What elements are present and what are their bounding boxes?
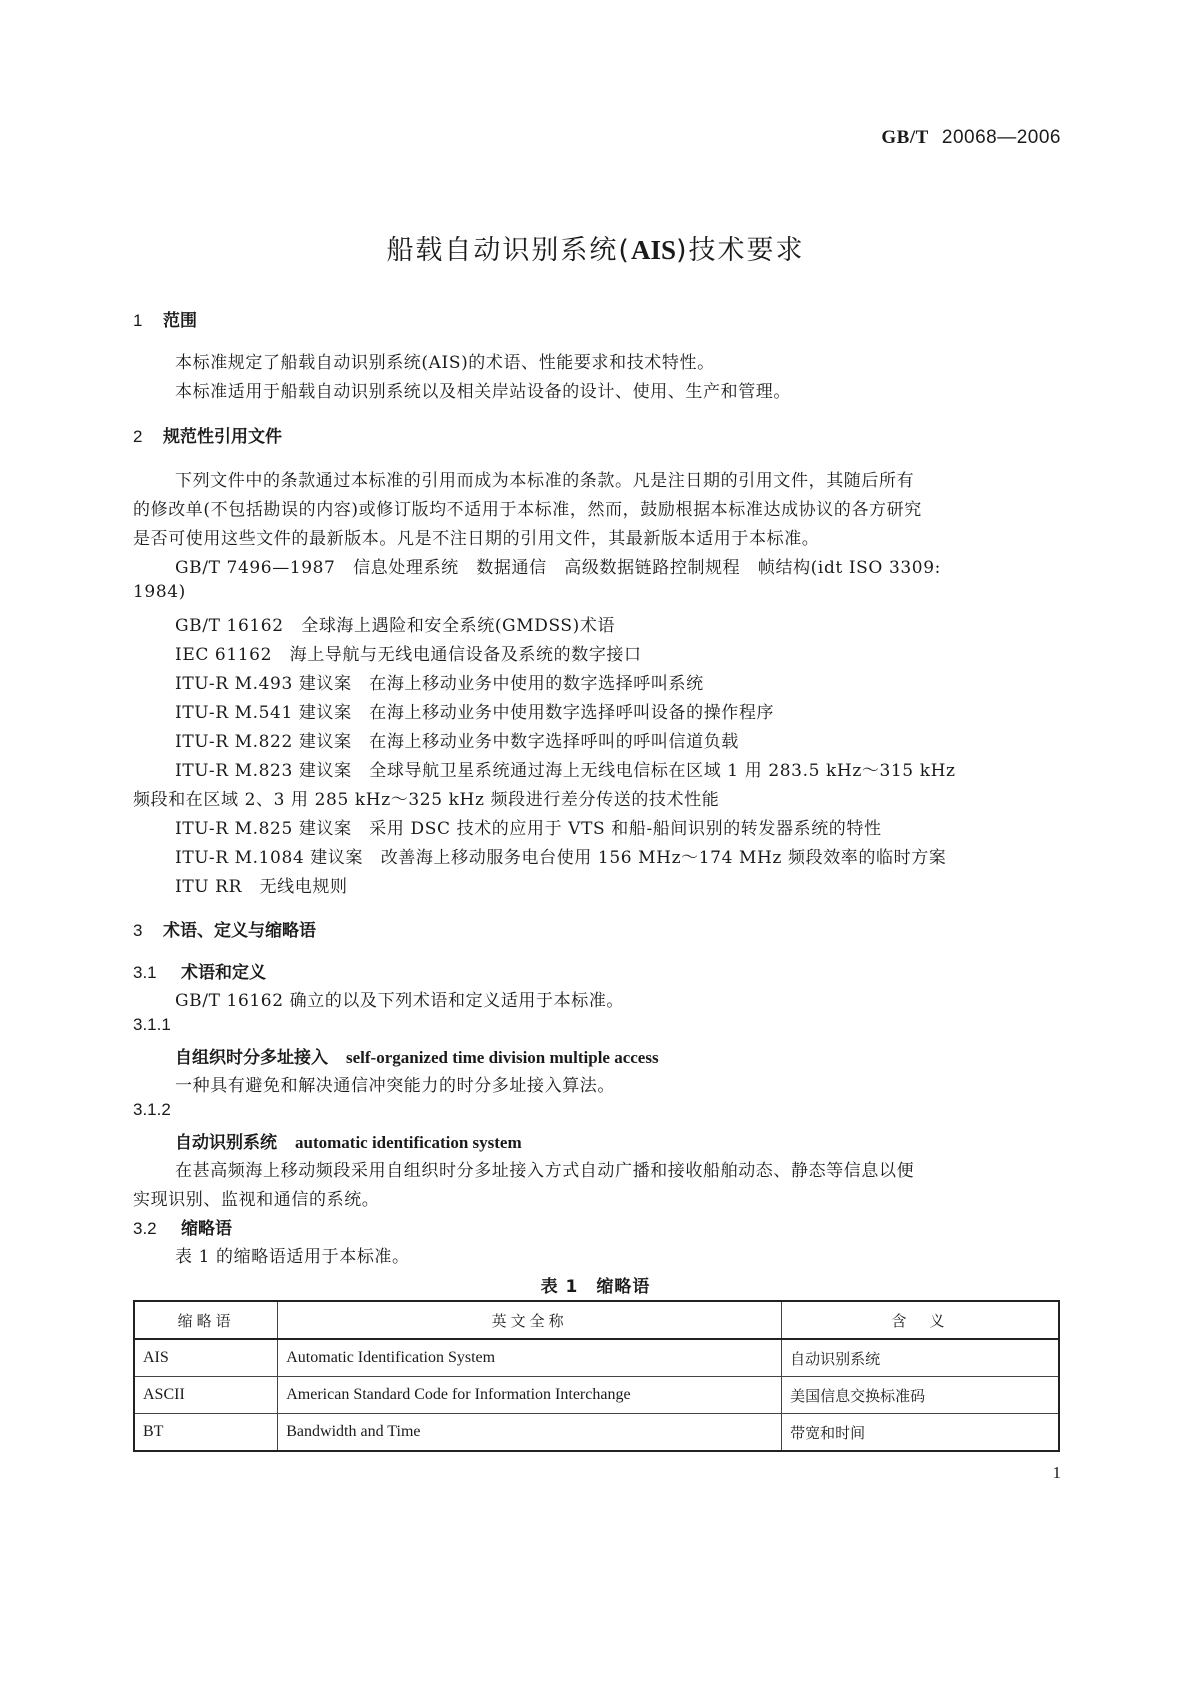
reference-item: ITU-R M.1084 建议案 改善海上移动服务电台使用 156 MHz～174 MHz 频段效率的临时方案: [175, 848, 947, 868]
title-bold-part: AIS: [630, 235, 677, 265]
column-header-meaning: 含 义: [782, 1301, 1059, 1339]
standard-number: 20068—2006: [941, 127, 1061, 148]
term-en: automatic identification system: [295, 1133, 522, 1152]
cell-english: American Standard Code for Information Interchange: [278, 1377, 782, 1414]
paragraph: 本标准适用于船载自动识别系统以及相关岸站设备的设计、使用、生产和管理。: [175, 382, 791, 402]
paragraph: GB/T 16162 确立的以及下列术语和定义适用于本标准。: [175, 991, 625, 1011]
subsection-heading-3-1: [133, 958, 266, 983]
standard-prefix: GB/T: [881, 127, 929, 148]
reference-item: ITU-R M.822 建议案 在海上移动业务中数字选择呼叫的呼叫信道负载: [175, 732, 739, 752]
cell-english: Automatic Identification System: [278, 1339, 782, 1377]
page-number: 1: [1052, 1463, 1061, 1482]
section-heading-2: [133, 422, 282, 447]
title-part: )技术要求: [676, 235, 805, 266]
reference-item: GB/T 7496—1987 信息处理系统 数据通信 高级数据链路控制规程 帧结构(idt ISO 3309:: [175, 558, 941, 578]
reference-item: IEC 61162 海上导航与无线电通信设备及系统的数字接口: [175, 645, 642, 665]
table-row: [134, 1377, 1059, 1414]
term-number: 3.1.1: [133, 1015, 171, 1034]
section-heading-3: [133, 916, 316, 941]
table-row: [134, 1339, 1059, 1377]
cell-meaning: 自动识别系统: [782, 1339, 1059, 1377]
term-definition: 在甚高频海上移动频段采用自组织时分多址接入方式自动广播和接收船舶动态、静态等信息以便: [175, 1161, 915, 1181]
cell-abbr: BT: [134, 1414, 278, 1452]
reference-item: ITU-R M.825 建议案 采用 DSC 技术的应用于 VTS 和船-船间识别的转发器系统的特性: [175, 819, 882, 839]
subsection-number: 3.2: [133, 1219, 157, 1238]
term-en: self-organized time division multiple access: [346, 1048, 659, 1067]
column-header-english: 英文全称: [278, 1301, 782, 1339]
table-row: [134, 1414, 1059, 1452]
cell-abbr: AIS: [134, 1339, 278, 1377]
paragraph-line: 是否可使用这些文件的最新版本。凡是不注日期的引用文件，其最新版本适用于本标准。: [133, 529, 820, 549]
term-entry: [175, 1043, 659, 1068]
term-zh: 自动识别系统: [175, 1133, 277, 1153]
section-title: 术语、定义与缩略语: [163, 921, 316, 941]
table-caption: 表 1 缩略语: [540, 1277, 651, 1297]
document-title: [0, 228, 1191, 267]
paragraph: 本标准规定了船载自动识别系统(AIS)的术语、性能要求和技术特性。: [175, 353, 715, 373]
subsection-heading-3-2: [133, 1214, 232, 1239]
reference-item: ITU-R M.541 建议案 在海上移动业务中使用数字选择呼叫设备的操作程序: [175, 703, 775, 723]
reference-item: ITU-R M.823 建议案 全球导航卫星系统通过海上无线电信标在区域 1 用 283.5 kHz～315 kHz: [175, 761, 956, 781]
paragraph: 表 1 的缩略语适用于本标准。: [175, 1247, 410, 1267]
section-number: 3: [133, 921, 143, 940]
reference-item: ITU RR 无线电规则: [175, 877, 348, 897]
paragraph-line: 下列文件中的条款通过本标准的引用而成为本标准的条款。凡是注日期的引用文件，其随后所有: [175, 471, 915, 491]
term-number: 3.1.2: [133, 1100, 171, 1119]
cell-english: Bandwidth and Time: [278, 1414, 782, 1452]
cell-meaning: 带宽和时间: [782, 1414, 1059, 1452]
section-title: 规范性引用文件: [163, 427, 282, 447]
term-zh: 自组织时分多址接入: [175, 1048, 328, 1068]
reference-item: ITU-R M.493 建议案 在海上移动业务中使用的数字选择呼叫系统: [175, 674, 704, 694]
section-heading-1: [133, 306, 197, 331]
reference-item-continuation: 1984): [133, 582, 186, 602]
subsection-title: 术语和定义: [181, 963, 266, 983]
abbreviation-table: [133, 1300, 1060, 1452]
term-entry: [175, 1128, 522, 1153]
reference-item-continuation: 频段和在区域 2、3 用 285 kHz～325 kHz 频段进行差分传送的技术性能: [133, 790, 720, 810]
paragraph-line: 的修改单(不包括勘误的内容)或修订版均不适用于本标准，然而，鼓励根据本标准达成协议的各方研究: [133, 500, 922, 520]
term-definition: 一种具有避免和解决通信冲突能力的时分多址接入算法。: [175, 1076, 615, 1096]
cell-abbr: ASCII: [134, 1377, 278, 1414]
section-number: 2: [133, 427, 143, 446]
column-header-abbr: 缩略语: [134, 1301, 278, 1339]
term-definition: 实现识别、监视和通信的系统。: [133, 1190, 380, 1210]
section-number: 1: [133, 311, 143, 330]
title-part: 船载自动识别系统(: [386, 235, 631, 266]
reference-item: GB/T 16162 全球海上遇险和安全系统(GMDSS)术语: [175, 616, 616, 636]
table-header-row: [134, 1301, 1059, 1339]
cell-meaning: 美国信息交换标准码: [782, 1377, 1059, 1414]
subsection-number: 3.1: [133, 963, 157, 982]
standard-code: [881, 126, 1061, 149]
subsection-title: 缩略语: [181, 1219, 232, 1239]
section-title: 范围: [163, 311, 197, 331]
